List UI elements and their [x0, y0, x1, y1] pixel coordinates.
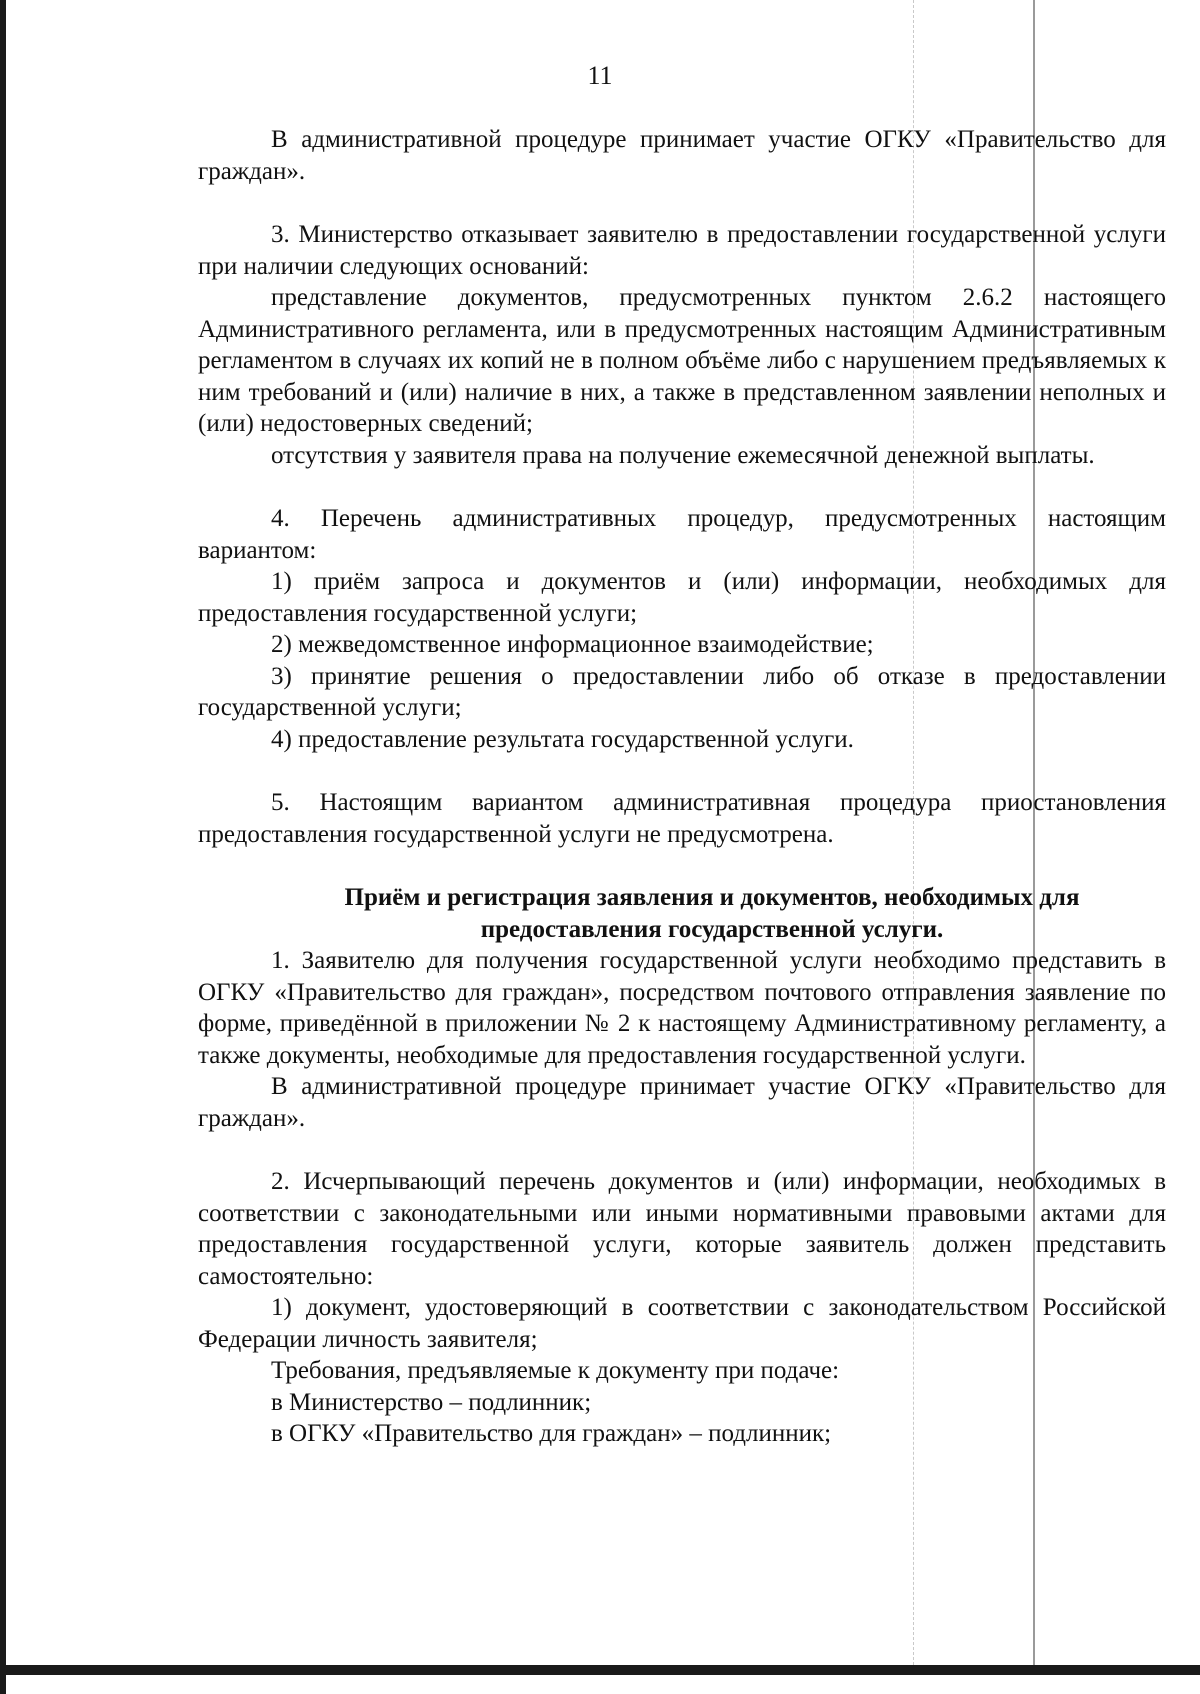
list-item: 3) принятие решения о предоставлении либо об отказе в предоставлении государственной услуги;	[198, 662, 1166, 721]
paragraph: В административной процедуре принимает участие ОГКУ «Правительство для граждан».	[198, 1073, 1166, 1132]
paragraph: В административной процедуре принимает участие ОГКУ «Правительство для граждан».	[198, 126, 1166, 185]
paragraph: в ОГКУ «Правительство для граждан» – подлинник;	[271, 1420, 832, 1447]
page-number: 11	[587, 61, 613, 90]
paragraph: Требования, предъявляемые к документу при подаче:	[271, 1357, 840, 1384]
paragraph: 4. Перечень административных процедур, предусмотренных настоящим вариантом:	[198, 505, 1166, 564]
paragraph: представление документов, предусмотренных пунктом 2.6.2 настоящего Административного регламента, или в предусмотренных настоящим Административным регламентом в случаях их копий не в полном объёме либо с нарушением предъявляемых к ним требований и (или) наличие в них, а также в представленном заявлении неполных и (или) недостоверных сведений;	[198, 284, 1166, 437]
list-item: 2) межведомственное информационное взаимодействие;	[271, 631, 874, 658]
scan-edge-left	[0, 0, 6, 1694]
list-item: 4) предоставление результата государственной услуги.	[271, 725, 854, 753]
paragraph: в Министерство – подлинник;	[271, 1388, 592, 1416]
paragraph: 1. Заявителю для получения государственной услуги необходимо представить в ОГКУ «Правительство для граждан», посредством почтового отправления заявление по форме, приведённой в приложении № 2 к настоящему Административному регламенту, а также документы, необходимые для предоставления государственной услуги.	[198, 947, 1166, 1069]
paragraph: 5. Настоящим вариантом административная процедура приостановления предоставления государственной услуги не предусмотрена.	[198, 789, 1166, 848]
document-body	[198, 124, 1166, 1450]
list-item: 1) приём запроса и документов и (или) информации, необходимых для предоставления государственной услуги;	[198, 568, 1166, 627]
scan-edge-bottom	[0, 1665, 1200, 1675]
list-item: 1) документ, удостоверяющий в соответствии с законодательством Российской Федерации личность заявителя;	[198, 1294, 1166, 1353]
paragraph: 3. Министерство отказывает заявителю в предоставлении государственной услуги при наличии следующих оснований:	[198, 221, 1166, 280]
section-heading: Приём и регистрация заявления и документов, необходимых для предоставления государственной услуги.	[344, 884, 1080, 943]
paragraph: отсутствия у заявителя права на получение ежемесячной денежной выплаты.	[271, 441, 1095, 469]
paragraph: 2. Исчерпывающий перечень документов и (или) информации, необходимых в соответствии с законодательными или иными нормативными правовыми актами для предоставления государственной услуги, которые заявитель должен представить самостоятельно:	[198, 1168, 1166, 1290]
